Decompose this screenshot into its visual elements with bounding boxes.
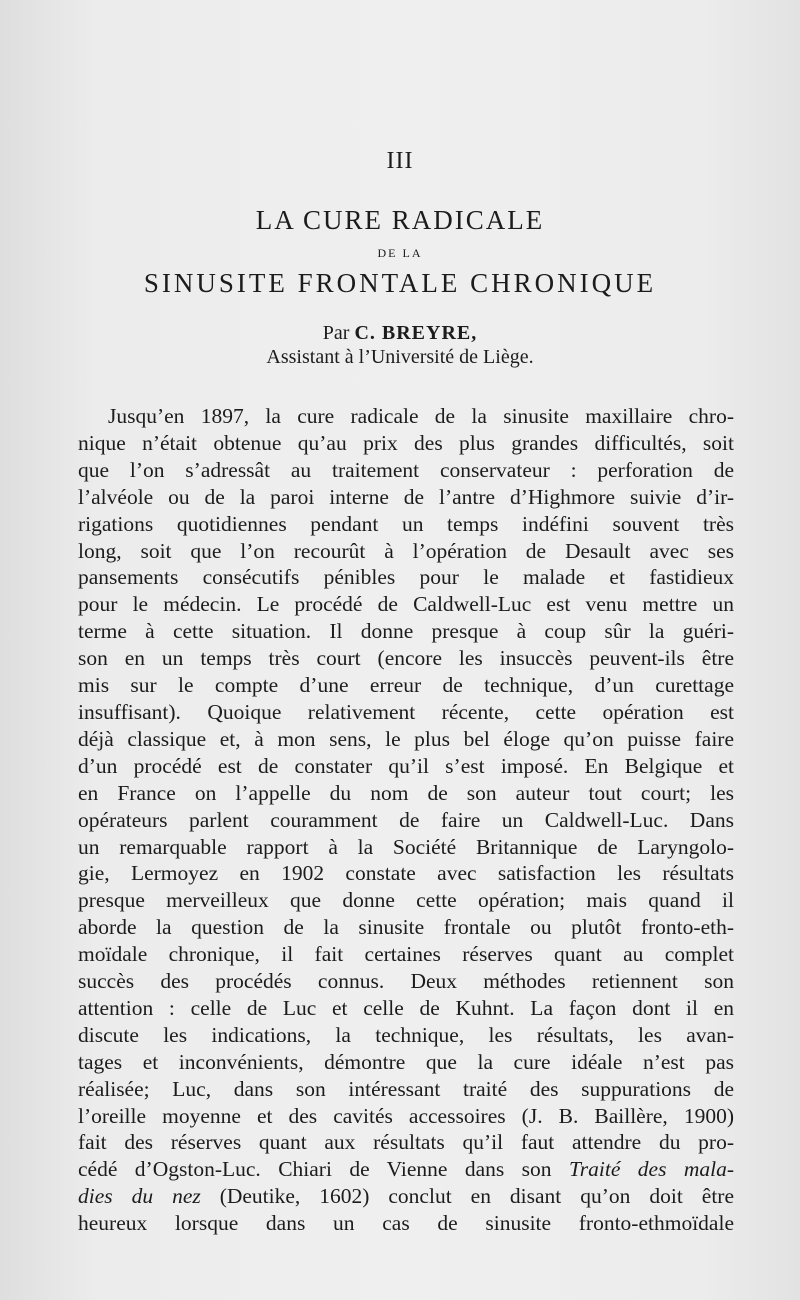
text-line: réalisée; Luc, dans son intéressant traité des suppurations de	[78, 1076, 734, 1101]
title-line-2: SINUSITE FRONTALE CHRONIQUE	[143, 268, 657, 298]
text-line: succès des procédés connus. Deux méthodes retiennent son	[78, 969, 734, 994]
author-name: C. BREYRE,	[354, 322, 478, 344]
text-line: aborde la question de la sinusite frontale ou plutôt fronto-eth-	[78, 915, 734, 940]
book-title-italic: dies du nez	[78, 1184, 201, 1209]
text-line: presque merveilleux que donne cette opération; mais quand il	[78, 888, 734, 913]
byline	[0, 322, 800, 345]
text-line	[78, 1183, 734, 1210]
text-line: long, soit que l’on recourût à l’opération de Desault avec ses	[78, 538, 734, 563]
text-line: pansements consécutifs pénibles pour le malade et fastidieux	[78, 565, 734, 590]
text-line: attention : celle de Luc et celle de Kuhnt. La façon dont il en	[78, 995, 734, 1020]
text-line: terme à cette situation. Il donne presque à coup sûr la guéri-	[78, 619, 734, 644]
text-line: l’oreille moyenne et des cavités accessoires (J. B. Baillère, 1900)	[78, 1103, 734, 1128]
text-line: moïdale chronique, il fait certaines réserves quant au complet	[78, 942, 734, 967]
text-line: mis sur le compte d’une erreur de technique, d’un curettage	[78, 673, 734, 698]
text-line: un remarquable rapport à la Société Britannique de Laryngolo-	[78, 834, 734, 859]
text-line: opérateurs parlent couramment de faire un Caldwell-Luc. Dans	[78, 807, 734, 832]
text-line-part: (Deutike, 1602) conclut en disant qu’on doit être	[200, 1184, 734, 1209]
text-line	[78, 1156, 734, 1183]
text-line: que l’on s’adressât au traitement conservateur : perforation de	[78, 457, 734, 482]
text-line: Jusqu’en 1897, la cure radicale de la sinusite maxillaire chro-	[108, 404, 734, 428]
book-title-italic: Traité des mala-	[568, 1157, 734, 1182]
text-line: son en un temps très court (encore les insuccès peuvent-ils être	[78, 646, 734, 671]
text-line: heureux lorsque dans un cas de sinusite fronto-ethmoïdale	[78, 1211, 734, 1236]
text-line: d’un procédé est de constater qu’il s’est imposé. En Belgique et	[78, 753, 734, 778]
text-line: insuffisant). Quoique relativement récente, cette opération est	[78, 699, 734, 724]
text-line: rigations quotidiennes pendant un temps indéfini souvent très	[78, 511, 734, 536]
text-line: tages et inconvénients, démontre que la cure idéale n’est pas	[78, 1049, 734, 1074]
author-affiliation: Assistant à l’Université de Liège.	[266, 346, 534, 368]
text-line: gie, Lermoyez en 1902 constate avec satisfaction les résultats	[78, 861, 734, 886]
text-line: en France on l’appelle du nom de son auteur tout court; les	[78, 780, 734, 805]
text-line: fait des réserves quant aux résultats qu’il faut attendre du pro-	[78, 1130, 734, 1155]
text-line-part: cédé d’Ogston-Luc. Chiari de Vienne dans son	[78, 1157, 552, 1182]
body-text	[78, 403, 734, 1237]
title-line-1: LA CURE RADICALE	[255, 205, 545, 235]
title-conjunction: DE LA	[377, 246, 423, 260]
byline-prefix: Par	[322, 322, 350, 344]
chapter-number: III	[386, 148, 414, 174]
text-line: pour le médecin. Le procédé de Caldwell-Luc est venu mettre un	[78, 592, 734, 617]
text-line: nique n’était obtenue qu’au prix des plus grandes difficultés, soit	[78, 430, 734, 455]
text-line: l’alvéole ou de la paroi interne de l’antre d’Highmore suivie d’ir-	[78, 484, 734, 509]
text-line: déjà classique et, à mon sens, le plus bel éloge qu’on puisse faire	[78, 726, 734, 751]
text-line: discute les indications, la technique, les résultats, les avan-	[78, 1022, 734, 1047]
